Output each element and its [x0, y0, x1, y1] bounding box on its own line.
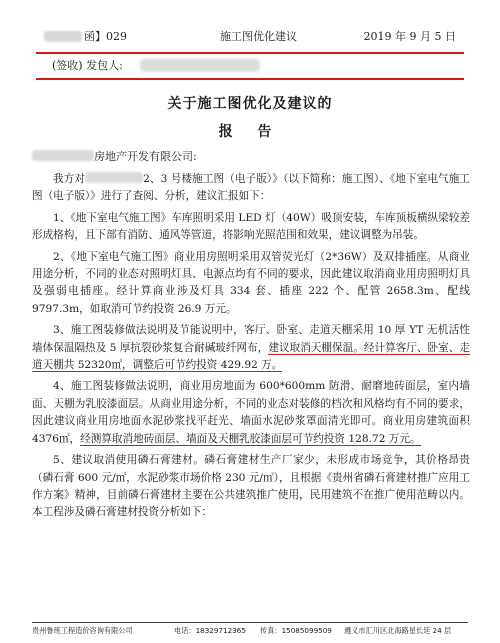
intro-text-a: 我方对 — [53, 173, 86, 185]
intro-paragraph — [32, 171, 470, 206]
footer-company: 贵州鲁班工程造价咨询有限公司 — [32, 626, 133, 635]
addressee — [32, 148, 197, 164]
header-date: 2019 年 9 月 5 日 — [363, 30, 456, 43]
item-4-highlight: 经测算取消地砖面层、墙面及天棚乳胶漆面层可节约投资 128.72 万元。 — [80, 432, 421, 445]
header-title: 施工图优化建议 — [220, 30, 297, 43]
footer-phone: 电话：18329712365 — [174, 626, 246, 635]
document-subtitle: 报 告 — [218, 124, 282, 140]
document-body — [32, 171, 470, 522]
redacted-company — [32, 150, 94, 161]
reference-number: 函】029 — [84, 30, 127, 43]
addressee-suffix: 房地产开发有限公司: — [94, 150, 197, 163]
item-2: 2、《地下室电气施工图》商业用房照明采用双管荧光灯（2*36W）及双排插座。从商业用途分析，不同的业态对照明灯具、电源点均有不同的要求，因此建议取消商业用房照明灯具及强弱电插座。经计算商业涉及灯具 334 套、插座 222 个、配管 2658.3m、配线 9797.3m，如取消可节约投资 26.9 万元。 — [32, 250, 470, 315]
sign-line — [52, 57, 372, 75]
redacted-name — [140, 59, 260, 72]
item-3 — [32, 322, 470, 374]
document-header — [44, 28, 456, 46]
item-4 — [32, 378, 470, 448]
footer-address: 遵义市汇川区北海路星长廷 24 层 — [344, 626, 452, 635]
red-divider-bottom — [36, 78, 464, 80]
item-3-highlight: 建议取消天棚保温。经计算客厅、卧室、走道天棚共 52320㎡，调整后可节约投资 429.92 万。 — [32, 341, 470, 372]
footer-divider — [32, 622, 468, 623]
item-5: 5、建议取消使用磷石膏建材。磷石膏建材生产厂家少，未形成市场竞争，其价格昂贵（磷石膏 600 元/㎡，水泥砂浆市场价格 230 元/㎡），且根据《贵州省磷石膏建材推广应用工作方案》精神，目前磷石膏建材主要在公共建筑推广使用，民用建筑不在推广使用范畴以内。本工程涉及磷石膏建材投资分析如下： — [32, 454, 470, 519]
intro-text-b: 2、3 号楼施工图（电子版）》（以下简称：施工图）、《地下室电气施工图（电子版）》进行了查阅、分析，建议汇报如下： — [32, 173, 470, 203]
item-4-text: 4、施工图装修做法说明，商业用房地面为 600*600mm 防滑、耐磨地砖面层，室内墙面、天棚为乳胶漆面层。从商业用途分析，不同的业态对装修的档次和风格均有不同的要求，因此建议商业用房地面水泥砂浆找平赶光、墙面水泥砂浆罩面清光即可。商业用房建筑面积 4376㎡， — [32, 380, 470, 445]
document-title: 关于施工图优化及建议的 — [167, 96, 333, 112]
footer-fax: 传真：15085099509 — [260, 626, 332, 635]
item-1: 1、《地下室电气施工图》车库照明采用 LED 灯（40W）吸顶安装，车库顶板横纵梁较差形成格构，且下部有消防、通风等管道，将影响光照范围和效果，建议调整为吊装。 — [32, 211, 470, 242]
redacted-text — [44, 31, 82, 42]
document-footer — [32, 626, 468, 638]
item-3-text: 3、施工图装修做法说明及节能说明中，客厅、卧室、走道天棚采用 10 厚 YT 无机活性墙体保温隔热及 5 厚抗裂砂浆复合耐碱玻纤网布， — [32, 324, 470, 354]
redacted-project — [85, 172, 143, 183]
red-divider-top — [36, 52, 464, 54]
sign-label: (签收) 发包人: — [52, 59, 123, 72]
